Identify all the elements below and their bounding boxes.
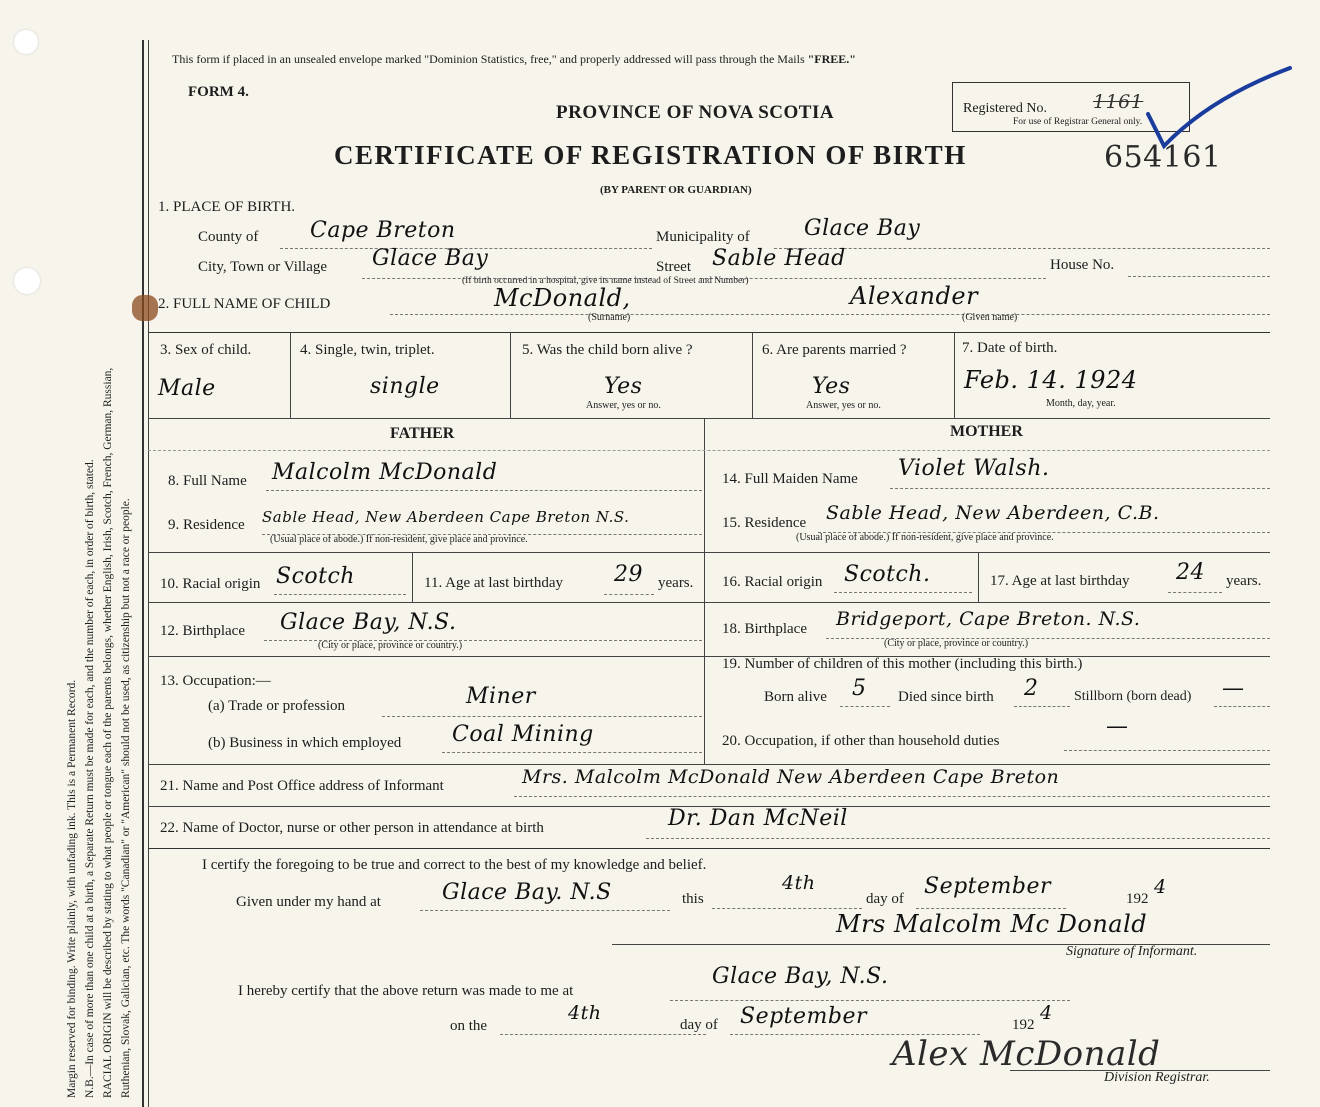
informant-signature[interactable]: Mrs Malcolm Mc Donald (836, 910, 1148, 938)
registrar-statement: I hereby certify that the above return was made to me at (238, 983, 574, 999)
father-heading: FATHER (390, 425, 455, 442)
registrar-place-value[interactable]: Glace Bay, N.S. (712, 964, 889, 989)
father-occupation-label: 13. Occupation:— (160, 673, 271, 689)
born-alive-caption: Answer, yes or no. (586, 400, 661, 411)
given-place-value[interactable]: Glace Bay. N.S (442, 880, 612, 905)
parents-married-value[interactable]: Yes (812, 374, 851, 399)
mother-occupation-label: 20. Occupation, if other than household duties (722, 733, 1000, 749)
margin-note-racial-origin-2: Ruthenian, Slovak, Galician, etc. The words "Canadian" or "American" should not be used, as citizenship but not a race or people. (120, 498, 132, 1098)
mother-birthplace-caption: (City or place, province or country.) (884, 638, 1029, 649)
father-years-label: years. (658, 575, 694, 591)
plurality-label: 4. Single, twin, triplet. (300, 342, 435, 358)
mother-residence-caption: (Usual place of abode.) If non-resident, give place and province. (796, 532, 1054, 543)
died-since-birth-value[interactable]: 2 (1024, 676, 1039, 701)
sex-label: 3. Sex of child. (160, 342, 252, 358)
stillborn-value[interactable]: — (1222, 676, 1245, 701)
house-number-label: House No. (1050, 257, 1115, 273)
registered-label: Registered No. (963, 101, 1047, 116)
father-name-label: 8. Full Name (168, 473, 247, 489)
mother-residence-label: 15. Residence (722, 515, 807, 531)
registered-value: 1161 (1093, 91, 1144, 113)
father-age-value[interactable]: 29 (614, 562, 643, 587)
died-since-birth-label: Died since birth (898, 689, 994, 705)
registrar-day-value[interactable]: 4th (568, 1002, 602, 1024)
parents-married-caption: Answer, yes or no. (806, 400, 881, 411)
hospital-note: (If birth occurred in a hospital, give its name instead of Street and Number) (462, 276, 749, 286)
city-value[interactable]: Glace Bay (372, 246, 489, 271)
mother-name-value[interactable]: Violet Walsh. (898, 456, 1050, 481)
municipality-label: Municipality of (656, 229, 750, 245)
father-residence-label: 9. Residence (168, 517, 245, 533)
father-birthplace-value[interactable]: Glace Bay, N.S. (280, 610, 457, 635)
registrar-signature-caption: Division Registrar. (1104, 1070, 1210, 1085)
plurality-value[interactable]: single (370, 374, 440, 399)
born-alive-label: 5. Was the child born alive ? (522, 342, 693, 358)
child-name-label: 2. FULL NAME OF CHILD (158, 296, 331, 312)
date-of-birth-label: 7. Date of birth. (962, 340, 1058, 356)
sex-value[interactable]: Male (158, 376, 216, 401)
father-business-label: (b) Business in which employed (208, 735, 402, 751)
parents-married-label: 6. Are parents married ? (762, 342, 907, 358)
father-name-value[interactable]: Malcolm McDonald (272, 460, 498, 485)
mother-racial-origin-label: 16. Racial origin (722, 574, 823, 590)
informant-label: 21. Name and Post Office address of Informant (160, 778, 444, 794)
surname-caption: (Surname) (588, 312, 631, 323)
date-of-birth-value[interactable]: Feb. 14. 1924 (964, 366, 1138, 394)
form-number: FORM 4. (188, 84, 249, 100)
mother-residence-value[interactable]: Sable Head, New Aberdeen, C.B. (826, 502, 1160, 524)
registrar-note: For use of Registrar General only. (1013, 117, 1143, 127)
father-residence-value[interactable]: Sable Head, New Aberdeen Cape Breton N.S. (262, 508, 630, 526)
mother-heading: MOTHER (950, 423, 1023, 440)
informant-value[interactable]: Mrs. Malcolm McDonald New Aberdeen Cape Breton (522, 766, 1060, 788)
certify-statement: I certify the foregoing to be true and correct to the best of my knowledge and belief. (202, 857, 707, 873)
registrar-month-value[interactable]: September (740, 1004, 868, 1029)
registrar-year-value[interactable]: 4 (1040, 1002, 1053, 1024)
binding-hole-icon (14, 268, 40, 294)
father-birthplace-caption: (City or place, province or country.) (318, 640, 463, 651)
county-label: County of (198, 229, 259, 245)
mother-occupation-value[interactable]: — (1106, 714, 1129, 739)
father-age-label: 11. Age at last birthday (424, 575, 563, 591)
informant-signature-caption: Signature of Informant. (1066, 944, 1198, 959)
date-of-birth-caption: Month, day, year. (1046, 398, 1116, 409)
place-of-birth-label: 1. PLACE OF BIRTH. (158, 199, 296, 215)
municipality-value[interactable]: Glace Bay (804, 216, 921, 241)
father-trade-label: (a) Trade or profession (208, 698, 346, 714)
father-residence-caption: (Usual place of abode.) If non-resident, give place and province. (270, 534, 528, 545)
certify-day-of-label: day of (866, 891, 904, 907)
county-value[interactable]: Cape Breton (310, 218, 456, 243)
mother-name-label: 14. Full Maiden Name (722, 471, 858, 487)
registrar-on-label: on the (450, 1018, 488, 1034)
mother-age-label: 17. Age at last birthday (990, 573, 1130, 589)
this-label: this (682, 891, 704, 907)
child-surname-value[interactable]: McDonald, (494, 284, 631, 312)
margin-note-binding: Margin reserved for binding. Write plainly, with unfading ink. This is a Permanent Record. (66, 679, 78, 1098)
certify-year-prefix: 192 (1126, 891, 1149, 907)
mother-children-label: 19. Number of children of this mother (including this birth.) (722, 656, 1083, 672)
child-given-value[interactable]: Alexander (850, 282, 979, 310)
registrar-year-prefix: 192 (1012, 1017, 1035, 1033)
certify-day-value[interactable]: 4th (782, 872, 816, 894)
margin-note-racial-origin: RACIAL ORIGIN will be described by stating to what people or tongue each of the parents belongs, whether English, Irish, Scotch, French, German, Russian, (102, 367, 114, 1098)
born-alive-count-label: Born alive (764, 689, 827, 705)
certificate-title: CERTIFICATE OF REGISTRATION OF BIRTH (334, 140, 967, 170)
margin-border-inner (148, 40, 149, 1107)
binding-hole-icon (14, 30, 38, 54)
registrar-day-of-label: day of (680, 1017, 718, 1033)
ink-stain-icon (132, 295, 158, 321)
certificate-number: 654161 (1104, 140, 1222, 175)
certify-year-value[interactable]: 4 (1154, 876, 1167, 898)
father-racial-origin-label: 10. Racial origin (160, 576, 261, 592)
father-birthplace-label: 12. Birthplace (160, 623, 245, 639)
street-value[interactable]: Sable Head (712, 246, 846, 271)
born-alive-count-value[interactable]: 5 (852, 676, 867, 701)
born-alive-value[interactable]: Yes (604, 374, 643, 399)
mother-birthplace-label: 18. Birthplace (722, 621, 807, 637)
stillborn-label: Stillborn (born dead) (1074, 689, 1192, 704)
registrar-signature[interactable]: Alex McDonald (892, 1034, 1161, 1074)
postal-notice-free: "FREE." (807, 52, 856, 66)
given-name-caption: (Given name) (962, 312, 1018, 323)
street-label: Street (656, 259, 691, 275)
margin-note-multiple-births: N.B.—In case of more than one child at a birth, a Separate Return must be made for each, and the number of each, in order of birth, stated. (84, 459, 96, 1098)
city-label: City, Town or Village (198, 259, 328, 275)
postal-notice (172, 52, 856, 67)
given-under-hand-label: Given under my hand at (236, 894, 381, 910)
certify-month-value[interactable]: September (924, 874, 1052, 899)
doctor-value[interactable]: Dr. Dan McNeil (668, 806, 848, 831)
margin-border (142, 40, 144, 1107)
postal-notice-text: This form if placed in an unsealed envelope marked "Dominion Statistics, free," and properly addressed will pass through the Mails (172, 52, 808, 66)
province-heading: PROVINCE OF NOVA SCOTIA (556, 102, 835, 123)
certificate-subtitle: (BY PARENT OR GUARDIAN) (600, 184, 752, 196)
father-racial-origin-value[interactable]: Scotch (276, 564, 355, 589)
mother-racial-origin-value[interactable]: Scotch. (844, 562, 931, 587)
mother-birthplace-value[interactable]: Bridgeport, Cape Breton. N.S. (836, 608, 1141, 630)
father-business-value[interactable]: Coal Mining (452, 722, 594, 747)
mother-age-value[interactable]: 24 (1176, 560, 1205, 585)
doctor-label: 22. Name of Doctor, nurse or other person in attendance at birth (160, 820, 544, 836)
father-trade-value[interactable]: Miner (466, 684, 536, 709)
mother-years-label: years. (1226, 573, 1262, 589)
